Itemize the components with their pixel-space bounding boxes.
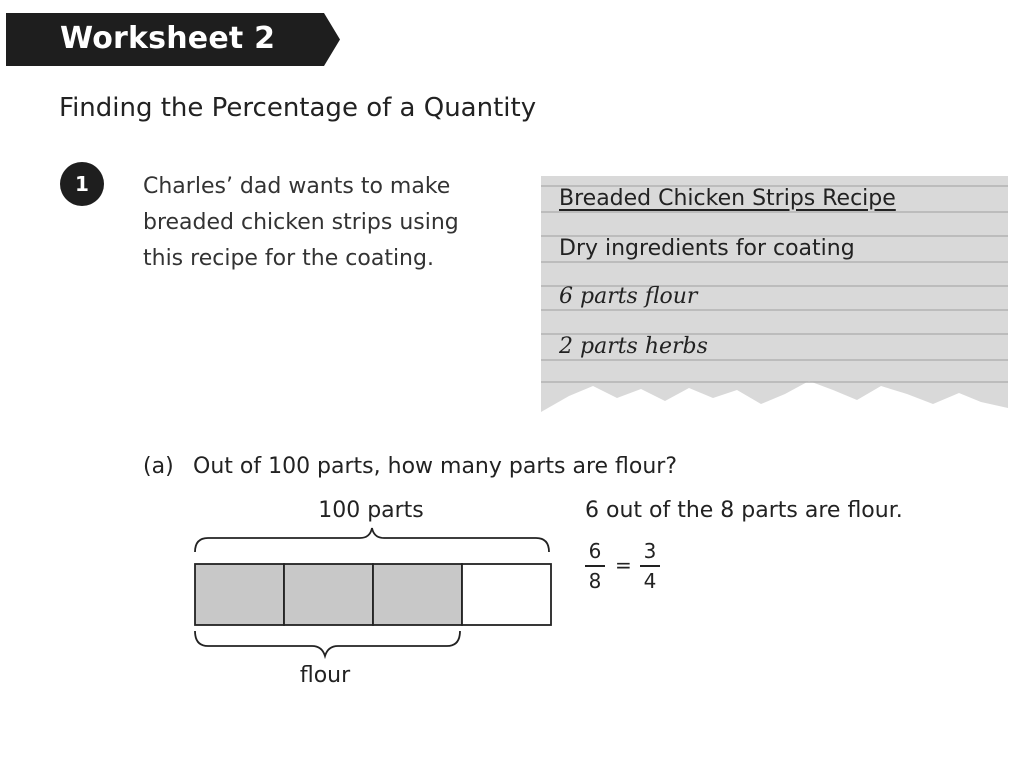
equals-sign: = — [615, 553, 632, 577]
bar-segment-shaded — [195, 564, 284, 625]
fraction-bar — [585, 565, 605, 567]
fraction-right-denominator: 4 — [643, 569, 657, 593]
part-a-label: (a) — [143, 454, 174, 479]
recipe-card — [541, 176, 1008, 416]
recipe-subtitle: Dry ingredients for coating — [559, 236, 855, 261]
fraction-right-numerator: 3 — [643, 539, 657, 563]
top-brace — [195, 528, 549, 552]
recipe-item-herbs: 2 parts herbs — [559, 334, 708, 359]
question-text-line: breaded chicken strips using — [143, 210, 459, 235]
bar-model-top-label: 100 parts — [318, 498, 424, 523]
worksheet-title: Worksheet 2 — [60, 21, 276, 56]
question-number-badge: 1 — [60, 162, 104, 206]
bar-segment-shaded — [373, 564, 462, 625]
recipe-item-flour: 6 parts flour — [559, 284, 698, 309]
question-text-line: Charles’ dad wants to make — [143, 174, 451, 199]
bar-model-bottom-label: flour — [299, 663, 351, 688]
bar-segment-unshaded — [462, 564, 551, 625]
part-a-question — [143, 454, 677, 479]
question-text — [143, 169, 459, 277]
bar-model — [190, 498, 552, 693]
page-subtitle: Finding the Percentage of a Quantity — [59, 93, 537, 123]
question-text-line: this recipe for the coating. — [143, 246, 434, 271]
fraction-left-denominator: 8 — [588, 569, 602, 593]
fraction-bar — [640, 565, 660, 567]
fraction-right — [640, 538, 660, 594]
bottom-brace — [195, 631, 460, 656]
bar-segment-shaded — [284, 564, 373, 625]
answer-text: 6 out of the 8 parts are flour. — [585, 498, 903, 523]
recipe-title: Breaded Chicken Strips Recipe — [559, 186, 896, 211]
part-a-question-text: Out of 100 parts, how many parts are flour? — [193, 454, 678, 479]
worksheet-banner — [6, 13, 340, 66]
fraction-left-numerator: 6 — [588, 539, 602, 563]
fraction-left — [585, 538, 605, 594]
